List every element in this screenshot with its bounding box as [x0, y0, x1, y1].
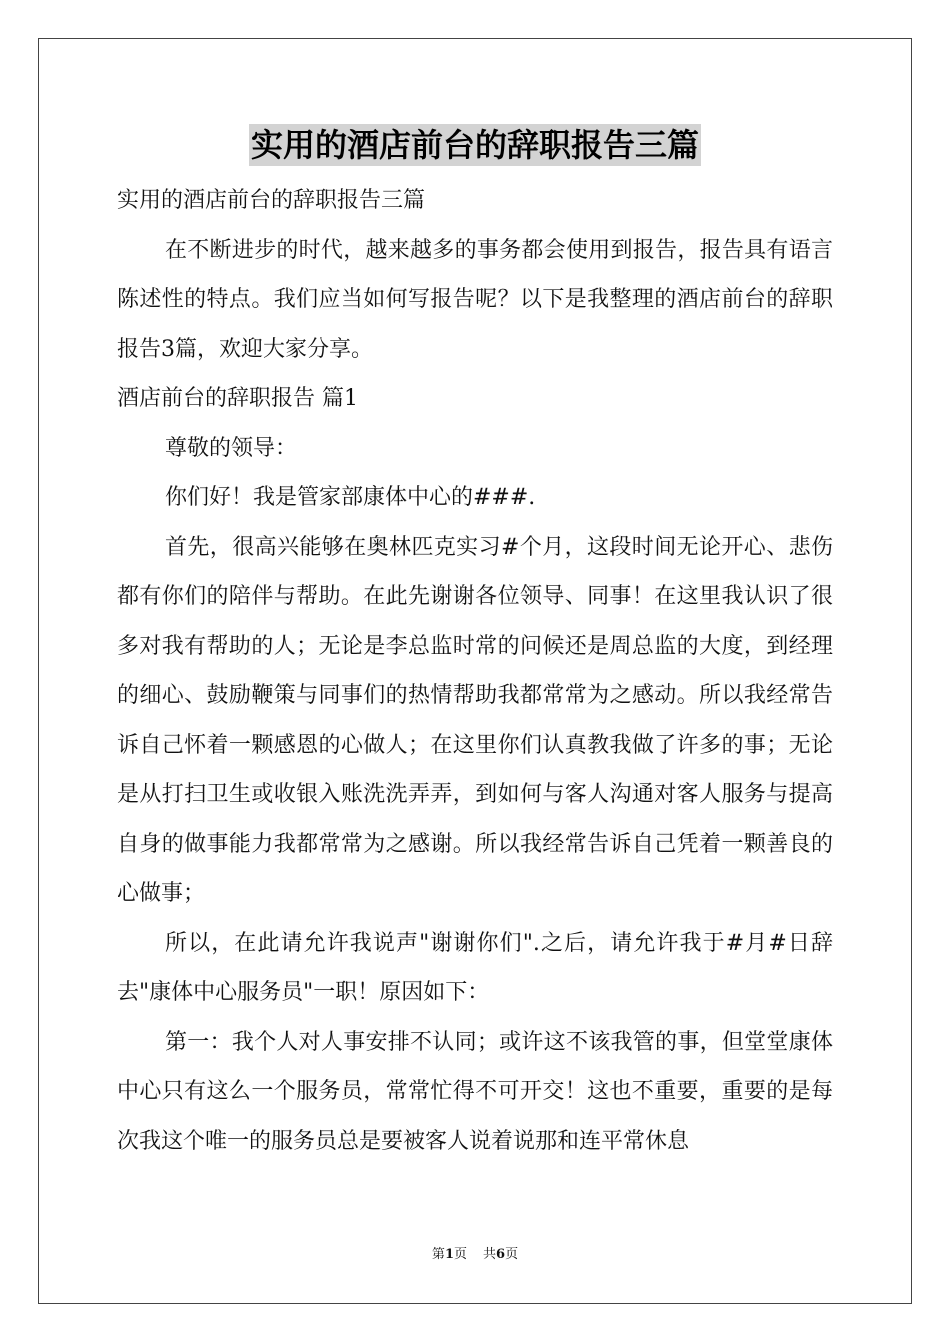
document-body: [117, 176, 833, 1166]
page-footer: [0, 1246, 950, 1264]
footer-page-prefix: 第: [431, 1247, 445, 1262]
paragraph-intro: 在不断进步的时代，越来越多的事务都会使用到报告，报告具有语言陈述性的特点。我们应当如何写报告呢？以下是我整理的酒店前台的辞职报告3篇，欢迎大家分享。: [117, 237, 833, 362]
footer-total-prefix: 共: [483, 1247, 497, 1262]
paragraph-salutation: 尊敬的领导：: [165, 435, 298, 461]
footer-page-current: 1: [444, 1247, 454, 1262]
footer-page-total: 6: [496, 1247, 506, 1262]
title-container: [0, 124, 950, 166]
paragraph-greeting: 你们好！我是管家部康体中心的###.: [165, 485, 536, 510]
paragraph-resignation: 所以，在此请允许我说声"谢谢你们".之后，请允许我于#月#日辞去"康体中心服务员"一职！原因如下：: [117, 930, 833, 1005]
document-title: 实用的酒店前台的辞职报告三篇: [250, 126, 699, 164]
paragraph-reason-one: 第一：我个人对人事安排不认同；或许这不该我管的事，但堂堂康体中心只有这么一个服务员，常常忙得不可开交！这也不重要，重要的是每次我这个唯一的服务员总是要被客人说着说那和连平常休息: [117, 1029, 833, 1154]
paragraph-gratitude: 首先，很高兴能够在奥林匹克实习#个月，这段时间无论开心、悲伤都有你们的陪伴与帮助。在此先谢谢各位领导、同事！在这里我认识了很多对我有帮助的人；无论是李总监时常的问候还是周总监的大度，到经理的细心、鼓励鞭策与同事们的热情帮助我都常常为之感动。所以我经常告诉自己怀着一颗感恩的心做人；在这里你们认真教我做了许多的事；无论是从打扫卫生或收银入账洗洗弄弄，到如何与客人沟通对客人服务与提高自身的做事能力我都常常为之感谢。所以我经常告诉自己凭着一颗善良的心做事；: [117, 534, 833, 906]
paragraph-subtitle: 实用的酒店前台的辞职报告三篇: [117, 188, 426, 213]
section-heading: 酒店前台的辞职报告 篇1: [117, 386, 358, 411]
footer-total-unit: 页: [505, 1247, 519, 1262]
footer-page-unit: 页: [453, 1247, 467, 1262]
